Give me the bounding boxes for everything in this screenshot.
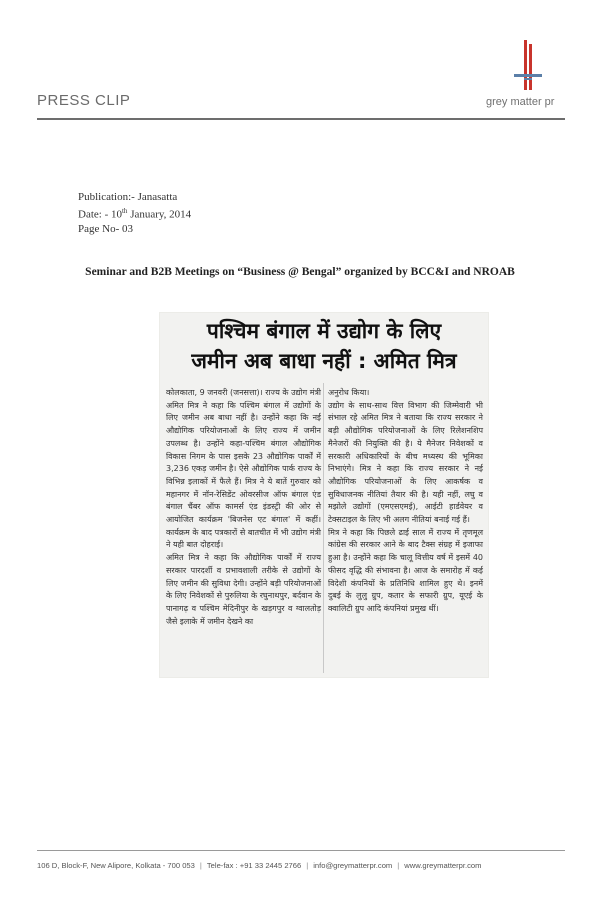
article-column-1 xyxy=(166,387,321,628)
date-line xyxy=(78,204,191,222)
article-paragraph: कोलकाता, 9 जनवरी (जनसत्ता)। राज्य के उद्योग मंत्री अमित मित्र ने कहा कि पश्चिम बंगाल में उद्योगों के लिए जमीन अब बाधा नहीं है। उन्होंने कहा कि नई औद्योगिक परियोजनाओं के लिए राज्य में जमीन उपलब्ध है। उन्होंने कहा-पश्चिम बंगाल औद्योगिक विकास निगम के पास इसके 23 औद्योगिक पार्कों में 3,236 एकड़ जमीन है। ऐसे औद्योगिक पार्क राज्य के विभिन्न इलाकों में फैले हैं। मित्र ने ये बातें गुरुवार को महानगर में नॉन-रेसिडेंट ओवरसीज ऑफ बंगाल एंड बंगाल चैंबर ऑफ कामर्स एंड इंडस्ट्री की ओर से आयोजित कार्यक्रम 'बिजनेस एट बंगाल' में कहीं। कार्यक्रम के बाद पत्रकारों से बातचीत में भी उद्योग मंत्री ने यही बात दोहराई। xyxy=(166,388,321,550)
page-line: Page No- 03 xyxy=(78,222,133,235)
footer-telefax: Tele-fax : +91 33 2445 2766 xyxy=(206,861,302,870)
footer-separator: | xyxy=(397,861,400,870)
column-divider xyxy=(323,383,324,673)
publication-line: Publication:- Janasatta xyxy=(78,191,178,203)
article-paragraph: मित्र ने कहा कि पिछले ढाई साल में राज्य में तृणमूल कांग्रेस की सरकार आने के बाद टैक्स संग्रह में इजाफा हुआ है। उन्होंने कहा कि चालू वित्तीय वर्ष में इसमें 40 फीसद वृद्धि की संभावना है। आज के समारोह में कई विदेशी कंपनियों के प्रतिनिधि शामिल हुए थे। इनमें दुबई के लुलु ग्रुप, कतार के सफारी ग्रुप, यूएई के क्वालिटी ग्रुप आदि कंपनियां प्रमुख थीं। xyxy=(328,527,483,613)
article-paragraph: उद्योग के साथ-साथ वित्त विभाग की जिम्मेवारी भी संभाल रहे अमित मित्र ने बताया कि राज्य सरकार ने बड़ी औद्योगिक परियोजनाओं के लिए रिलेशनशिप मैनेजरों की नियुक्ति की है। ये मैनेजर निवेशकों व सरकारी अधिकारियों के बीच मध्यस्थ की भूमिका निभाएंगे। मित्र ने कहा कि राज्य सरकार ने नई औद्योगिक परियोजनाओं के लिए आकर्षक व सुविधाजनक नीतियां तैयार की है। यही नहीं, लघु व मझोले उद्योगों (एमएसएमई), आईटी हार्डवेयर व टेक्सटाइल के लिए भी अलग नीतियां बनाई गई हैं। xyxy=(328,400,483,525)
footer-separator: | xyxy=(199,861,202,870)
footer-divider xyxy=(37,850,565,851)
date-suffix: th xyxy=(121,207,128,215)
footer-separator: | xyxy=(306,861,309,870)
article-paragraph: अनुरोध किया। xyxy=(328,388,370,397)
footer-email[interactable]: info@greymatterpr.com xyxy=(313,861,393,870)
footer-contact xyxy=(37,861,565,870)
newspaper-clipping xyxy=(160,313,488,677)
article-column-2 xyxy=(328,387,483,616)
header-divider xyxy=(37,118,565,120)
grey-matter-logo-icon xyxy=(512,40,544,92)
date-prefix: Date: - 10 xyxy=(78,208,122,221)
press-clip-title: PRESS CLIP xyxy=(37,92,131,109)
publication-meta xyxy=(78,190,191,236)
headline-line-1: पश्चिम बंगाल में उद्योग के लिए xyxy=(206,319,442,343)
date-rest: January, 2014 xyxy=(127,208,192,221)
brand-name: grey matter pr xyxy=(486,96,555,108)
article-paragraph: अमित मित्र ने कहा कि औद्योगिक पार्कों में राज्य सरकार पारदर्शी व प्रभावशाली तरीके से उद्योगों के लिए जमीन की सुविधा देगी। उन्होंने बड़ी परियोजनाओं के लिए निवेशकों से पुरुलिया के रघुनाथपुर, बर्दवान के पानागढ़ व पश्चिम मेदिनीपुर के खड़गपुर व ग्वालतोड़ जैसे इलाके में जमीन देखने का xyxy=(166,553,321,626)
footer-address: 106 D, Block-F, New Alipore, Kolkata - 700 053 xyxy=(37,861,195,870)
footer-website[interactable]: www.greymatterpr.com xyxy=(404,861,482,870)
headline-line-2: जमीन अब बाधा नहीं : अमित मित्र xyxy=(191,349,457,373)
clip-caption: Seminar and B2B Meetings on “Business @ Bengal” organized by BCC&I and NROAB xyxy=(85,266,515,278)
